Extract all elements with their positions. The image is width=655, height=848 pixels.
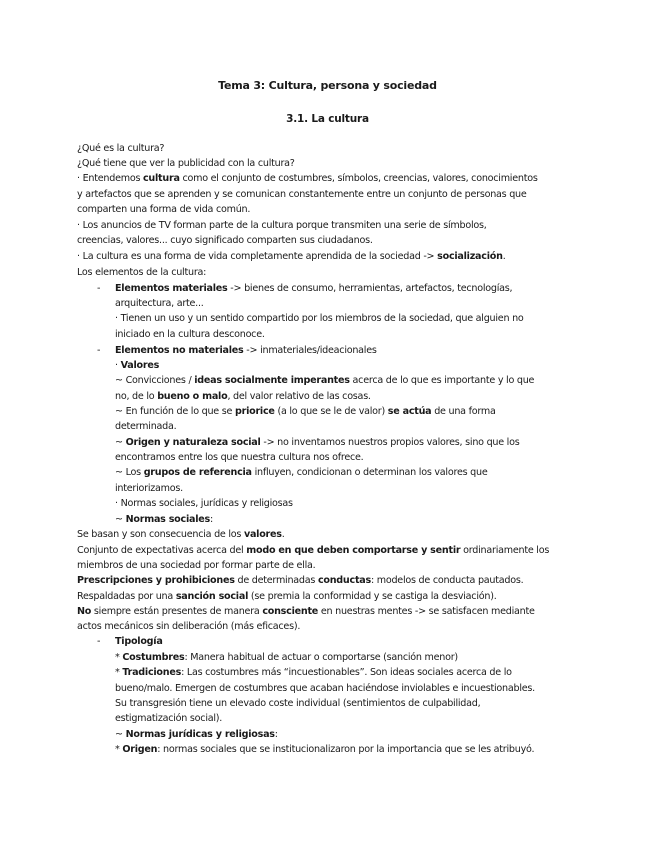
text-run: como el conjunto de costumbres, símbolos, creencias, valores, conocimientos [179, 173, 538, 184]
text-run: * [115, 744, 123, 755]
text-line [115, 437, 519, 449]
text-run: siempre están presentes de manera [91, 606, 263, 617]
text-run: miembros de una sociedad por formar parte de ella. [77, 560, 316, 571]
text-run: Su transgresión tiene un elevado coste individual (sentimientos de culpabilidad, [115, 698, 481, 709]
bold-text: modo en que deben comportarse y sentir [246, 545, 461, 556]
bold-text: bueno o malo [157, 391, 228, 402]
bold-text: Elementos no materiales [115, 345, 244, 356]
list-dash: - [97, 345, 101, 356]
list-dash: - [97, 636, 101, 647]
text-line [115, 698, 480, 710]
bold-text: se actúa [387, 406, 432, 417]
bold-text: Tipología [115, 636, 163, 647]
bold-text: Tradiciones [122, 667, 182, 678]
text-run: : Las costumbres más “incuestionables”. Son ideas sociales acerca de lo [181, 667, 512, 678]
text-line [115, 713, 222, 725]
bold-text: grupos de referencia [143, 467, 252, 478]
text-line [77, 220, 487, 232]
text-run: no, de lo [115, 391, 158, 402]
text-run: actos mecánicos sin deliberación (más eficaces). [77, 621, 301, 632]
text-run: influyen, condicionan o determinan los valores que [251, 467, 488, 478]
text-run: · [115, 360, 121, 371]
text-run: determinada. [115, 421, 177, 432]
text-line [115, 406, 496, 418]
text-line [115, 329, 265, 341]
text-line [115, 452, 363, 464]
text-run: * [115, 652, 123, 663]
text-run: comparten una forma de vida común. [77, 204, 251, 215]
text-run: -> no inventamos nuestros propios valores, sino que los [260, 437, 520, 448]
bold-text: sanción social [175, 591, 249, 602]
text-line [115, 467, 487, 479]
text-run: -> inmateriales/ideacionales [243, 345, 377, 356]
text-line [115, 283, 512, 295]
text-run: : Manera habitual de actuar o comportarse (sanción menor) [184, 652, 458, 663]
text-run: ~ Los [115, 467, 144, 478]
text-line [115, 360, 159, 372]
text-run: en nuestras mentes -> se satisfacen mediante [318, 606, 535, 617]
document-title: Tema 3: Cultura, persona y sociedad [218, 79, 437, 92]
text-run: : [209, 514, 213, 525]
text-line [77, 621, 300, 633]
text-run: · Entendemos [77, 173, 143, 184]
text-run: bueno/malo. Emergen de costumbres que acaban haciéndose inviolables e incuestionables. [115, 683, 535, 694]
text-line [115, 391, 371, 403]
text-line [115, 636, 163, 648]
text-run: · La cultura es una forma de vida completamente aprendida de la sociedad -> [77, 251, 438, 262]
text-line [77, 235, 373, 247]
bold-text: Normas jurídicas y religiosas [125, 729, 275, 740]
text-run: , del valor relativo de las cosas. [227, 391, 371, 402]
text-run: ~ En función de lo que se [115, 406, 235, 417]
text-line [115, 652, 458, 664]
bold-text: Prescripciones y prohibiciones [77, 575, 235, 586]
text-run: · Los anuncios de TV forman parte de la cultura porque transmiten una serie de símbolos, [77, 220, 487, 231]
text-run: creencias, valores... cuyo significado comparten sus ciudadanos. [77, 235, 373, 246]
text-line [77, 591, 497, 603]
bold-text: ideas socialmente imperantes [194, 375, 350, 386]
text-line [115, 514, 213, 526]
text-run: (se premia la conformidad y se castiga la desviación). [248, 591, 497, 602]
bold-text: consciente [262, 606, 319, 617]
text-line [77, 158, 295, 170]
text-line [77, 267, 206, 279]
text-line [115, 421, 176, 433]
text-line [115, 729, 278, 741]
text-run: ~ [115, 514, 126, 525]
text-line [115, 298, 204, 310]
bold-text: valores [243, 529, 282, 540]
text-line [77, 545, 549, 557]
bold-text: Normas sociales [125, 514, 210, 525]
text-run: encontramos entre los que nuestra cultura nos ofrece. [115, 452, 364, 463]
text-run: estigmatización social). [115, 713, 223, 724]
bold-text: Origen [122, 744, 158, 755]
text-line [115, 483, 183, 495]
bold-text: cultura [143, 173, 180, 184]
text-run: (a lo que se le de valor) [274, 406, 388, 417]
text-run: Respaldadas por una [77, 591, 176, 602]
text-line [115, 375, 534, 387]
text-run: ~ Convicciones / [115, 375, 195, 386]
text-run: * [115, 667, 123, 678]
text-line [115, 345, 377, 357]
bold-text: Costumbres [122, 652, 185, 663]
text-run: ¿Qué tiene que ver la publicidad con la cultura? [77, 158, 295, 169]
text-run: : [274, 729, 278, 740]
text-line [115, 667, 512, 679]
text-line [77, 529, 285, 541]
text-line [115, 744, 534, 756]
text-run: y artefactos que se aprenden y se comunican constantemente entre un conjunto de personas que [77, 189, 527, 200]
text-run: ordinariamente los [460, 545, 550, 556]
text-run: iniciado en la cultura desconoce. [115, 329, 265, 340]
bold-text: Elementos materiales [115, 283, 228, 294]
text-line [77, 251, 506, 263]
text-run: Los elementos de la cultura: [77, 267, 207, 278]
text-line [77, 575, 523, 587]
text-run: . [281, 529, 285, 540]
bold-text: No [77, 606, 92, 617]
text-line [77, 189, 527, 201]
section-heading: 3.1. La cultura [286, 113, 369, 125]
text-run: arquitectura, arte... [115, 298, 204, 309]
text-run: ~ [115, 437, 126, 448]
text-run: · Normas sociales, jurídicas y religiosas [115, 498, 293, 509]
bold-text: priorice [234, 406, 275, 417]
text-run: acerca de lo que es importante y lo que [349, 375, 535, 386]
text-line [115, 498, 293, 510]
text-run: Conjunto de expectativas acerca del [77, 545, 247, 556]
bold-text: Origen y naturaleza social [125, 437, 261, 448]
text-run: Se basan y son consecuencia de los [77, 529, 244, 540]
text-run: de una forma [431, 406, 496, 417]
text-run: : normas sociales que se institucionalizaron por la importancia que se les atribuyó. [157, 744, 535, 755]
bold-text: Valores [120, 360, 160, 371]
text-run: interiorizamos. [115, 483, 183, 494]
text-run: . [502, 251, 506, 262]
text-line [77, 143, 164, 155]
text-run: ¿Qué es la cultura? [77, 143, 165, 154]
bold-text: socialización [437, 251, 503, 262]
bold-text: conductas [317, 575, 371, 586]
text-line [115, 683, 535, 695]
text-line [77, 173, 538, 185]
text-line [77, 204, 250, 216]
text-run: · Tienen un uso y un sentido compartido por los miembros de la sociedad, que alguien no [115, 313, 524, 324]
text-run: : modelos de conducta pautados. [370, 575, 524, 586]
text-line [77, 606, 535, 618]
text-run: de determinadas [234, 575, 318, 586]
list-dash: - [97, 283, 101, 294]
text-line [77, 560, 315, 572]
text-run: ~ [115, 729, 126, 740]
text-line [115, 313, 524, 325]
text-run: -> bienes de consumo, herramientas, artefactos, tecnologías, [227, 283, 513, 294]
